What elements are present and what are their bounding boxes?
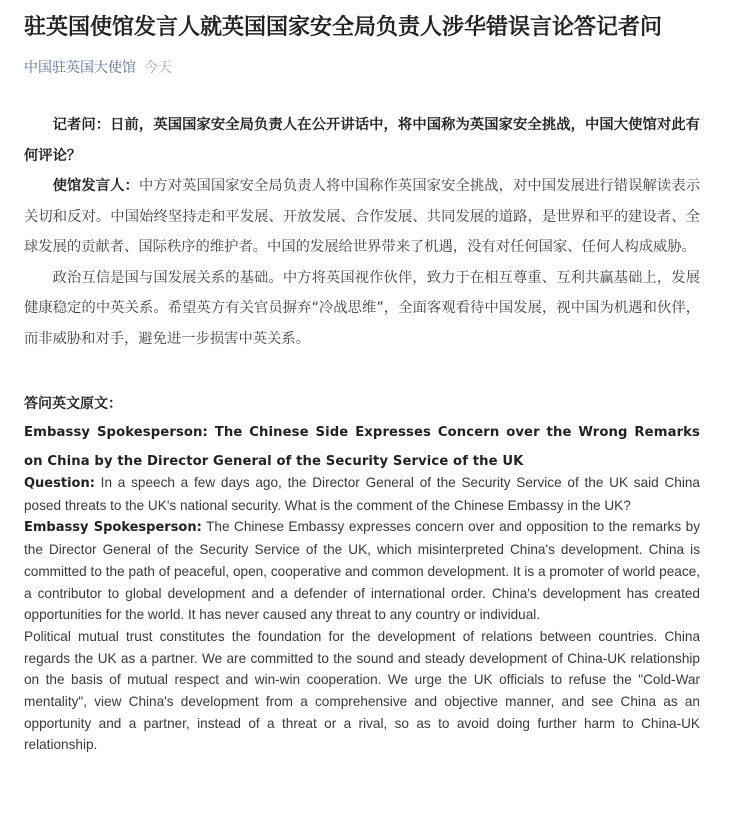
english-body: [24, 472, 700, 756]
article-meta: [24, 57, 172, 79]
cn-answer-paragraph: [24, 171, 700, 263]
article-title: 驻英国使馆发言人就英国国家安全局负责人涉华错误言论答记者问: [24, 15, 663, 40]
en-question-paragraph: [24, 472, 700, 516]
en-answer-paragraph: [24, 516, 700, 626]
cn-question-label: 记者问：: [52, 117, 111, 133]
en-paragraph-3: Political mutual trust constitutes the foundation for the development of relations between countries. China regards the UK as a partner. We are committed to the sound and steady development of China-UK relationship on the basis of mutual respect and win-win cooperation. We urge the UK officials to refuse the "Cold-War mentality", view China's development from a comprehensive and objective manner, and see China as an opportunity and a partner, instead of a threat or a rival, so as to avoid doing further harm to China-UK relationship.: [24, 628, 700, 753]
en-question-text: In a speech a few days ago, the Director General of the Security Service of the UK said China posed threats to the UK's national security. What is the comment of the Chinese Embassy in the UK?: [24, 475, 700, 513]
english-title: Embassy Spokesperson: The Chinese Side Expresses Concern over the Wrong Remarks on China by the Director General of the Security Service of the UK: [24, 425, 700, 469]
publish-date: 今天: [144, 60, 172, 76]
english-section-heading: 答问英文原文：: [24, 396, 122, 412]
en-question-label: Question:: [24, 476, 95, 491]
en-answer-label: Embassy Spokesperson:: [24, 520, 202, 536]
cn-paragraph-3: 政治互信是国与国发展关系的基础。中方将英国视作伙伴，致力于在相互尊重、互利共赢基础上，发展健康稳定的中英关系。希望英方有关官员摒弃“冷战思维”，全面客观看待中国发展，视中国为机遇和伙伴，而非威胁和对手，避免进一步损害中英关系。: [24, 269, 700, 347]
en-answer-text: The Chinese Embassy expresses concern over and opposition to the remarks by the Director General of the Security Service of the UK, which misinterpreted China's development. China is committed to the path of peaceful, open, cooperative and common development. It is a promoter of world peace, a contributor to global development and a defender of international order. China's development has created opportunities for the world. It has never caused any threat to any country or individual.: [24, 519, 701, 623]
cn-question-paragraph: [24, 110, 700, 171]
cn-answer-label: 使馆发言人：: [52, 178, 139, 194]
cn-question-text: 日前，英国国家安全局负责人在公开讲话中，将中国称为英国家安全挑战，中国大使馆对此有何评论？: [24, 117, 701, 164]
chinese-section: [24, 110, 700, 354]
account-name-link[interactable]: 中国驻英国大使馆: [24, 60, 136, 76]
cn-answer-text: 中方对英国国家安全局负责人将中国称作英国家安全挑战，对中国发展进行错误解读表示关切和反对。中国始终坚持走和平发展、开放发展、合作发展、共同发展的道路，是世界和平的建设者、全球发展的贡献者、国际秩序的维护者。中国的发展给世界带来了机遇，没有对任何国家、任何人构成威胁。: [24, 178, 701, 255]
